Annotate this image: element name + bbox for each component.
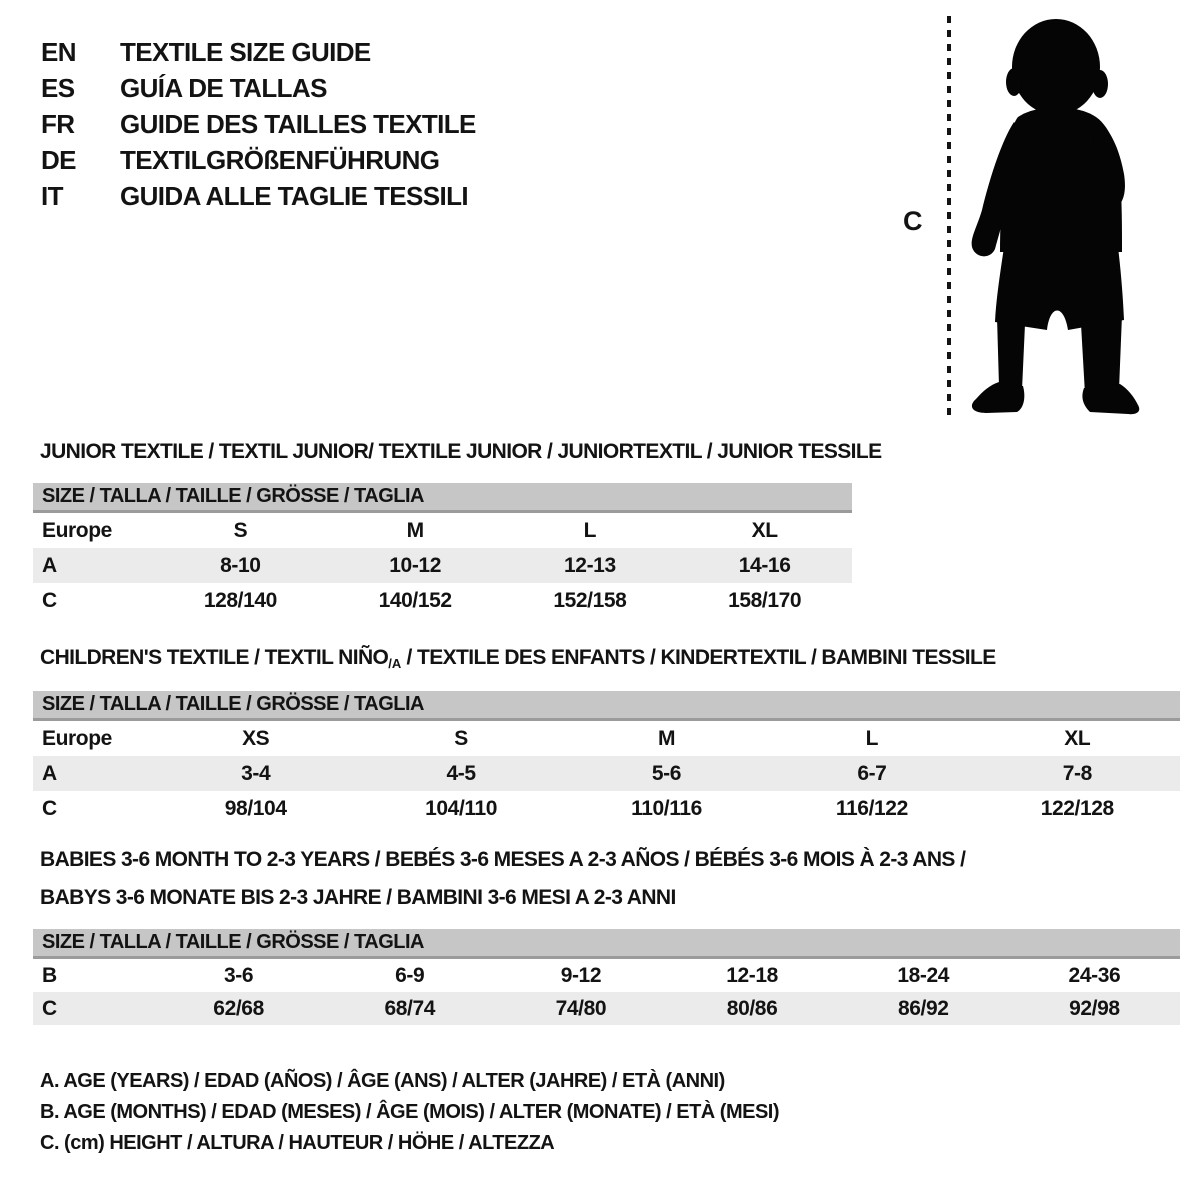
section-title-children-suffix: / TEXTILE DES ENFANTS / KINDERTEXTIL / BAMBINI TESSILE (401, 646, 996, 669)
table-cell: 24-36 (1068, 963, 1121, 987)
table-row (33, 791, 1180, 826)
section-title-babies-line1: BABIES 3-6 MONTH TO 2-3 YEARS / BEBÉS 3-6 MESES A 2-3 AÑOS / BÉBÉS 3-6 MOIS À 2-3 ANS / (40, 848, 966, 871)
table-cell: 3-6 (224, 963, 254, 987)
language-code: IT (41, 180, 63, 211)
table-cell: 128/140 (203, 588, 277, 612)
language-code: EN (41, 36, 76, 67)
table-cell: 98/104 (224, 796, 287, 820)
table-cell: S (454, 726, 468, 750)
table-cell: 92/98 (1069, 996, 1120, 1020)
table-cell: 12-18 (726, 963, 778, 987)
table-cell: 6-9 (395, 963, 425, 987)
table-cell: 8-10 (220, 553, 261, 577)
table-cell: 152/158 (553, 588, 627, 612)
table-cell: 7-8 (1062, 761, 1092, 785)
table-cell: M (657, 726, 676, 750)
guide-title: GUÍA DE TALLAS (120, 72, 327, 103)
language-code: DE (41, 144, 76, 175)
toddler-silhouette-icon (962, 12, 1167, 422)
table-row (33, 583, 852, 618)
section-title-children-prefix: CHILDREN'S TEXTILE / TEXTIL NIÑO (40, 646, 389, 669)
table-cell: 14-16 (738, 553, 791, 577)
table-row (33, 756, 1180, 791)
row-label: A (42, 553, 57, 577)
legend-line-b: B. AGE (MONTHS) / EDAD (MESES) / ÂGE (MOIS) / ALTER (MONATE) / ETÀ (MESI) (40, 1101, 780, 1123)
language-row-fr (41, 106, 476, 142)
legend-line-a: A. AGE (YEARS) / EDAD (AÑOS) / ÂGE (ANS) / ALTER (JAHRE) / ETÀ (ANNI) (40, 1070, 725, 1092)
table-cell: 158/170 (728, 588, 802, 612)
table-cell: 74/80 (555, 996, 607, 1020)
section-title-children-sub: /A (388, 656, 402, 671)
row-label: B (42, 963, 57, 987)
section-title-junior: JUNIOR TEXTILE / TEXTIL JUNIOR/ TEXTILE JUNIOR / JUNIORTEXTIL / JUNIOR TESSILE (40, 440, 882, 463)
table-cell: 5-6 (651, 761, 682, 785)
row-label: A (42, 761, 57, 785)
row-label: Europe (42, 726, 112, 750)
section-title-babies-line2: BABYS 3-6 MONATE BIS 2-3 JAHRE / BAMBINI 3-6 MESI A 2-3 ANNI (40, 886, 676, 909)
language-row-it (41, 178, 476, 214)
guide-title: TEXTILGRÖßENFÜHRUNG (120, 144, 440, 175)
table-row (33, 992, 1180, 1025)
row-label: C (42, 796, 57, 820)
language-code: ES (41, 72, 75, 103)
height-measure-label: C (903, 206, 923, 236)
table-size-header: SIZE / TALLA / TAILLE / GRÖSSE / TAGLIA (33, 483, 852, 513)
guide-title: TEXTILE SIZE GUIDE (120, 36, 371, 67)
table-cell: 116/122 (835, 796, 908, 820)
table-cell: 140/152 (378, 588, 452, 612)
guide-title: GUIDA ALLE TAGLIE TESSILI (120, 180, 469, 211)
language-row-es (41, 70, 476, 106)
table-cell: 122/128 (1040, 796, 1114, 820)
table-cell: 10-12 (389, 553, 441, 577)
table-cell: 80/86 (726, 996, 778, 1020)
height-measure-dashed-line (947, 16, 951, 418)
table-cell: L (583, 518, 597, 542)
table-cell: 3-4 (241, 761, 271, 785)
row-label: C (42, 996, 57, 1020)
table-cell: M (406, 518, 424, 542)
language-row-de (41, 142, 476, 178)
table-cell: XS (242, 726, 270, 750)
table-row (33, 959, 1180, 992)
table-cell: S (233, 518, 248, 542)
language-code: FR (41, 108, 75, 139)
junior-size-table (33, 483, 852, 618)
children-size-table (33, 691, 1180, 826)
language-row-en (41, 34, 476, 70)
row-label: C (42, 588, 57, 612)
table-row (33, 548, 852, 583)
table-cell: 6-7 (857, 761, 887, 785)
table-row (33, 513, 852, 548)
table-cell: 110/116 (631, 796, 702, 820)
table-cell: 4-5 (446, 761, 476, 785)
babies-size-table (33, 929, 1180, 1025)
table-cell: 104/110 (425, 796, 498, 820)
table-cell: 86/92 (897, 996, 949, 1020)
section-title-children (40, 646, 996, 671)
table-cell: 9-12 (560, 963, 602, 987)
row-label: Europe (42, 518, 112, 542)
language-title-list (41, 34, 476, 214)
guide-title: GUIDE DES TAILLES TEXTILE (120, 108, 476, 139)
legend-line-c: C. (cm) HEIGHT / ALTURA / HAUTEUR / HÖHE / ALTEZZA (40, 1132, 555, 1154)
table-cell: XL (1064, 726, 1091, 750)
table-cell: XL (751, 518, 778, 542)
table-cell: L (865, 726, 879, 750)
table-cell: 68/74 (384, 996, 436, 1020)
table-cell: 18-24 (897, 963, 950, 987)
table-size-header: SIZE / TALLA / TAILLE / GRÖSSE / TAGLIA (33, 929, 1180, 959)
table-row (33, 721, 1180, 756)
table-cell: 12-13 (564, 553, 616, 577)
measure-legend (40, 1070, 779, 1163)
table-cell: 62/68 (213, 996, 264, 1020)
table-size-header: SIZE / TALLA / TAILLE / GRÖSSE / TAGLIA (33, 691, 1180, 721)
